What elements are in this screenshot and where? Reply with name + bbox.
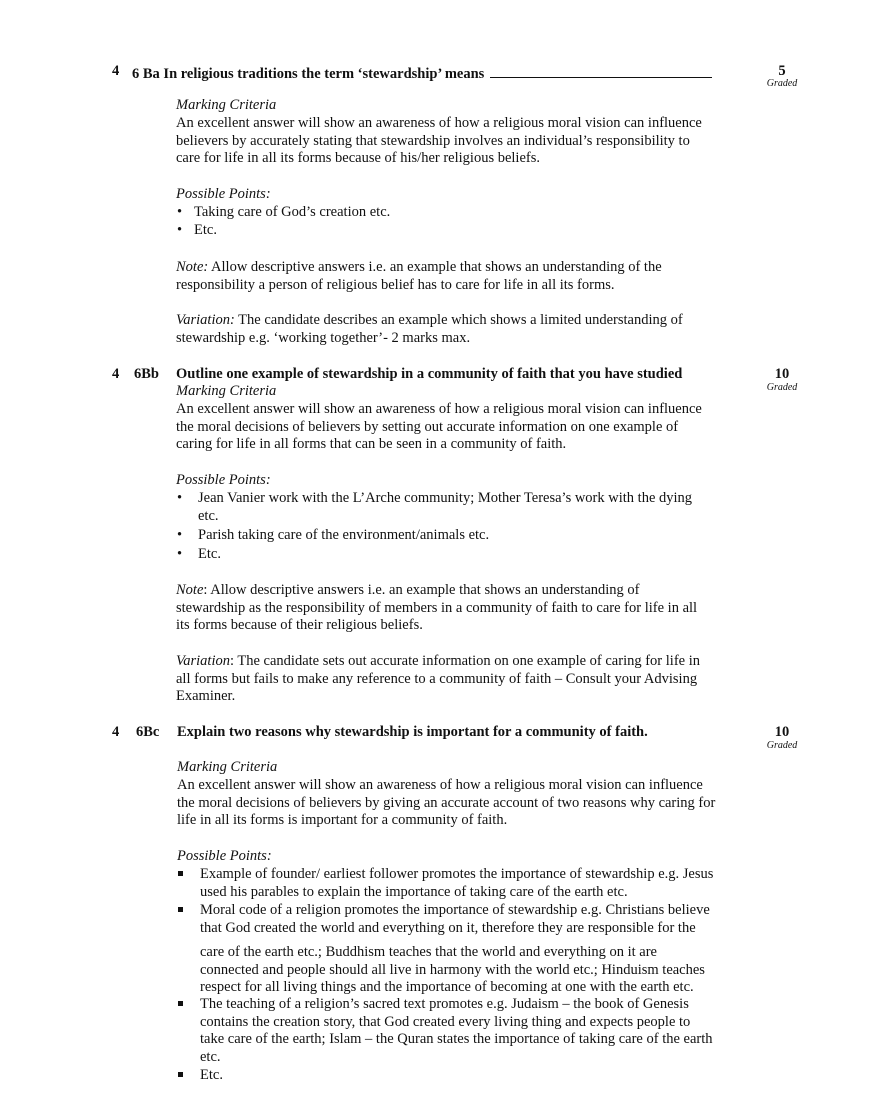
criteria-text [176, 401, 776, 457]
answer-blank-line [490, 63, 712, 78]
text-line: Jean Vanier work with the L’Arche community; Mother Teresa’s work with the dying [198, 490, 693, 506]
text-line: the moral decisions of believers by giving an accurate account of two reasons why caring for [177, 794, 716, 811]
text-line: care for life in all its forms because of his/her religious beliefs. [176, 150, 540, 167]
question-heading [132, 63, 712, 83]
text-line: all forms but fails to make any reference to a community of faith – Consult your Advising [176, 670, 698, 687]
text-line: its forms because of their religious beliefs. [176, 617, 423, 634]
text-line: An excellent answer will show an awareness of how a religious moral vision can influence [176, 115, 702, 131]
note-label: Note: [176, 259, 209, 275]
text-line: Examiner. [176, 688, 236, 705]
question-code: 6Bb [134, 366, 159, 382]
text-line: The candidate describes an example which shows a limited understanding of [234, 312, 683, 328]
points-heading: Possible Points: [176, 186, 271, 202]
text-line: The teaching of a religion’s sacred text promotes e.g. Judaism – the book of Genesis [200, 996, 689, 1012]
question-number: 4 [112, 63, 120, 79]
question-title: Explain two reasons why stewardship is important for a community of faith. [177, 724, 648, 740]
marks-value: 10 [774, 724, 790, 740]
criteria-text [176, 115, 776, 171]
criteria-heading: Marking Criteria [176, 97, 277, 113]
bullet-dot-icon: • [177, 546, 183, 562]
variation-text [176, 653, 776, 709]
question-title: Outline one example of stewardship in a community of faith that you have studied [176, 366, 683, 382]
bullet-square-icon [178, 1072, 183, 1077]
variation-label: Variation [176, 653, 230, 669]
text-line: connected and people should all live in harmony with the world etc.; Hinduism teaches [200, 961, 705, 978]
list-item: Etc. [200, 1067, 223, 1083]
note-label: Note [176, 582, 204, 598]
question-title: In religious traditions the term ‘stewardship’ means [163, 66, 485, 82]
graded-label: Graded [766, 740, 798, 751]
question-code: 6Bc [136, 724, 160, 740]
list-item [200, 996, 760, 1068]
criteria-heading: Marking Criteria [177, 759, 278, 775]
text-line: contains the creation story, that God created every living thing and expects people to [200, 1013, 691, 1030]
bullet-square-icon [178, 1001, 183, 1006]
text-line: care of the earth etc.; Buddhism teaches that the world and everything on it are [200, 944, 657, 960]
text-line: used his parables to explain the importance of taking care of the earth etc. [200, 883, 628, 900]
text-line: believers by accurately stating that stewardship involves an individual’s responsibility to [176, 132, 690, 149]
text-line: life in all its forms is important for a community of faith. [177, 812, 508, 829]
list-item [200, 866, 760, 902]
text-line: : The candidate sets out accurate information on one example of caring for life in [229, 653, 700, 669]
list-item: Taking care of God’s creation etc. [194, 204, 391, 220]
question-number: 4 [112, 366, 120, 382]
list-item: Parish taking care of the environment/animals etc. [198, 527, 490, 543]
list-item: Etc. [198, 546, 221, 562]
variation-label: Variation: [176, 312, 235, 328]
list-item: Etc. [194, 222, 217, 238]
graded-label: Graded [766, 382, 798, 393]
list-item [200, 902, 760, 938]
bullet-dot-icon: • [177, 490, 183, 506]
question-number: 4 [112, 724, 120, 740]
list-item-continuation [200, 944, 760, 998]
note-text [176, 259, 776, 297]
text-line: Moral code of a religion promotes the importance of stewardship e.g. Christians believe [200, 902, 710, 918]
bullet-square-icon [178, 871, 183, 876]
text-line: Example of founder/ earliest follower promotes the importance of stewardship e.g. Jesus [200, 866, 714, 882]
text-line: that God created the world and everything on it, therefore they are responsible for the [200, 919, 696, 936]
note-text [176, 582, 776, 638]
question-code: 6 Ba [132, 66, 160, 82]
bullet-dot-icon: • [177, 204, 183, 220]
text-line: etc. [198, 507, 219, 524]
text-line: An excellent answer will show an awareness of how a religious moral vision can influence [176, 401, 702, 417]
points-heading: Possible Points: [177, 848, 272, 864]
criteria-text [177, 777, 777, 833]
text-line: the moral decisions of believers by setting out accurate information on one example of [176, 418, 679, 435]
marks-value: 5 [778, 63, 786, 79]
text-line: respect for all living things and the importance of becoming at one with the earth etc. [200, 979, 694, 996]
text-line: etc. [200, 1048, 221, 1065]
text-line: take care of the earth; Islam – the Quran states the importance of taking care of the earth [200, 1031, 713, 1048]
bullet-dot-icon: • [177, 222, 183, 238]
criteria-heading: Marking Criteria [176, 383, 277, 399]
bullet-square-icon [178, 907, 183, 912]
bullet-dot-icon: • [177, 527, 183, 543]
text-line: stewardship e.g. ‘working together’- 2 marks max. [176, 329, 471, 346]
variation-text [176, 312, 776, 350]
text-line: An excellent answer will show an awareness of how a religious moral vision can influence [177, 777, 703, 793]
marks-value: 10 [774, 366, 790, 382]
graded-label: Graded [766, 78, 798, 89]
text-line: Allow descriptive answers i.e. an example that shows an understanding of the [208, 259, 662, 275]
text-line: : Allow descriptive answers i.e. an example that shows an understanding of [203, 582, 640, 598]
text-line: responsibility a person of religious belief has to care for life in all its forms. [176, 276, 615, 293]
text-line: caring for life in all forms that can be seen in a community of faith. [176, 436, 567, 453]
text-line: stewardship as the responsibility of members in a community of faith to care for life in all [176, 599, 698, 616]
points-heading: Possible Points: [176, 472, 271, 488]
list-item [198, 490, 758, 526]
